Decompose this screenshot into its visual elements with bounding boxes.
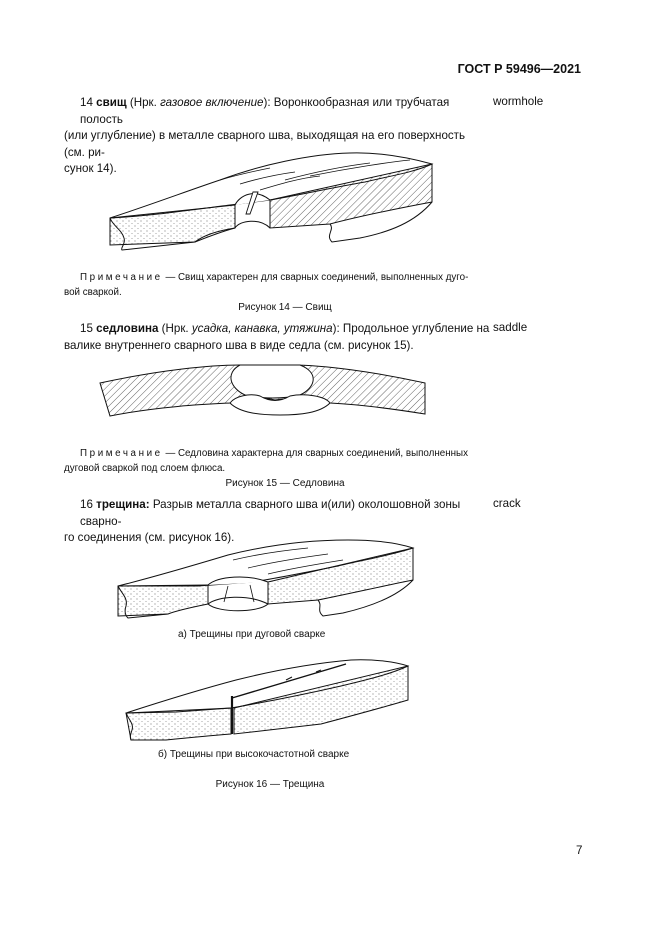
figure-14-wormhole-drawing	[110, 150, 440, 260]
figure-16a-label: а) Трещины при дуговой сварке	[178, 629, 326, 640]
term-16-english: crack	[493, 497, 521, 510]
note-15-text1: Седловина характерна для сварных соединений, выполненных	[177, 448, 468, 459]
term-16-title: трещина:	[96, 498, 150, 511]
term-14-line3: сунок 14).	[64, 162, 117, 175]
term-14-title: свищ	[96, 96, 127, 109]
standard-designation: ГОСТ Р 59496—2021	[457, 62, 581, 76]
note-14-label: Примечание	[80, 272, 163, 283]
term-14-line2: (или углубление) в металле сварного шва, выходящая на его поверхность (см. ри-	[64, 129, 466, 159]
term-14-def1: Воронкообразная или трубчатая полость	[80, 96, 450, 126]
term-14-english: wormhole	[493, 95, 544, 108]
term-15-number: 15	[80, 322, 93, 335]
term-16-def2: го соединения (см. рисунок 16).	[64, 531, 235, 544]
term-15-english: saddle	[493, 321, 528, 334]
term-16-def1: Разрыв металла сварного шва и(или) околошовной зоны сварно-	[80, 498, 461, 528]
figure-15-caption: Рисунок 15 — Седловина	[225, 478, 345, 489]
term-15-note: Примечание — Седловина характерна для сварных соединений, выполненных дуговой сваркой под слоем флюса.	[80, 446, 500, 476]
term-14-synonyms: газовое включение	[160, 96, 264, 109]
term-14-line1: 14 свищ (Нрк. газовое включение): Воронкообразная или трубчатая полость	[80, 96, 450, 126]
term-15-title: седловина	[96, 322, 159, 335]
term-14-abbr: Нрк.	[133, 96, 157, 109]
note-14-text2: вой сваркой.	[64, 287, 122, 298]
term-15-definition: 15 седловина (Нрк. усадка, канавка, утяжина): Продольное углубление на валике внутреннего сварного шва в виде седла (см. рисунок 15).	[80, 321, 490, 354]
page-number: 7	[576, 844, 583, 857]
figure-16b-hf-crack-drawing	[126, 658, 416, 743]
term-14-note: Примечание — Свищ характерен для сварных соединений, выполненных дуго- вой сваркой.	[80, 270, 500, 300]
note-14-text1: Свищ характерен для сварных соединений, выполненных дуго-	[177, 272, 469, 283]
figure-16b-label: б) Трещины при высокочастотной сварке	[158, 749, 350, 760]
term-15-abbr: Нрк.	[165, 322, 189, 335]
term-14-number: 14	[80, 96, 93, 109]
note-15-label: Примечание	[80, 448, 163, 459]
figure-15-saddle-drawing	[100, 358, 430, 428]
figure-14-caption: Рисунок 14 — Свищ	[238, 302, 332, 313]
note-15-text2: дуговой сваркой под слоем флюса.	[64, 463, 226, 474]
term-16-number: 16	[80, 498, 93, 511]
figure-16-caption: Рисунок 16 — Трещина	[215, 779, 325, 790]
figure-16a-arc-crack-drawing	[118, 538, 418, 623]
term-15-def2: валике внутреннего сварного шва в виде седла (см. рисунок 15).	[64, 338, 414, 352]
term-15-synonyms: усадка, канавка, утяжина	[191, 322, 333, 335]
term-15-def1: Продольное углубление на	[342, 322, 490, 335]
